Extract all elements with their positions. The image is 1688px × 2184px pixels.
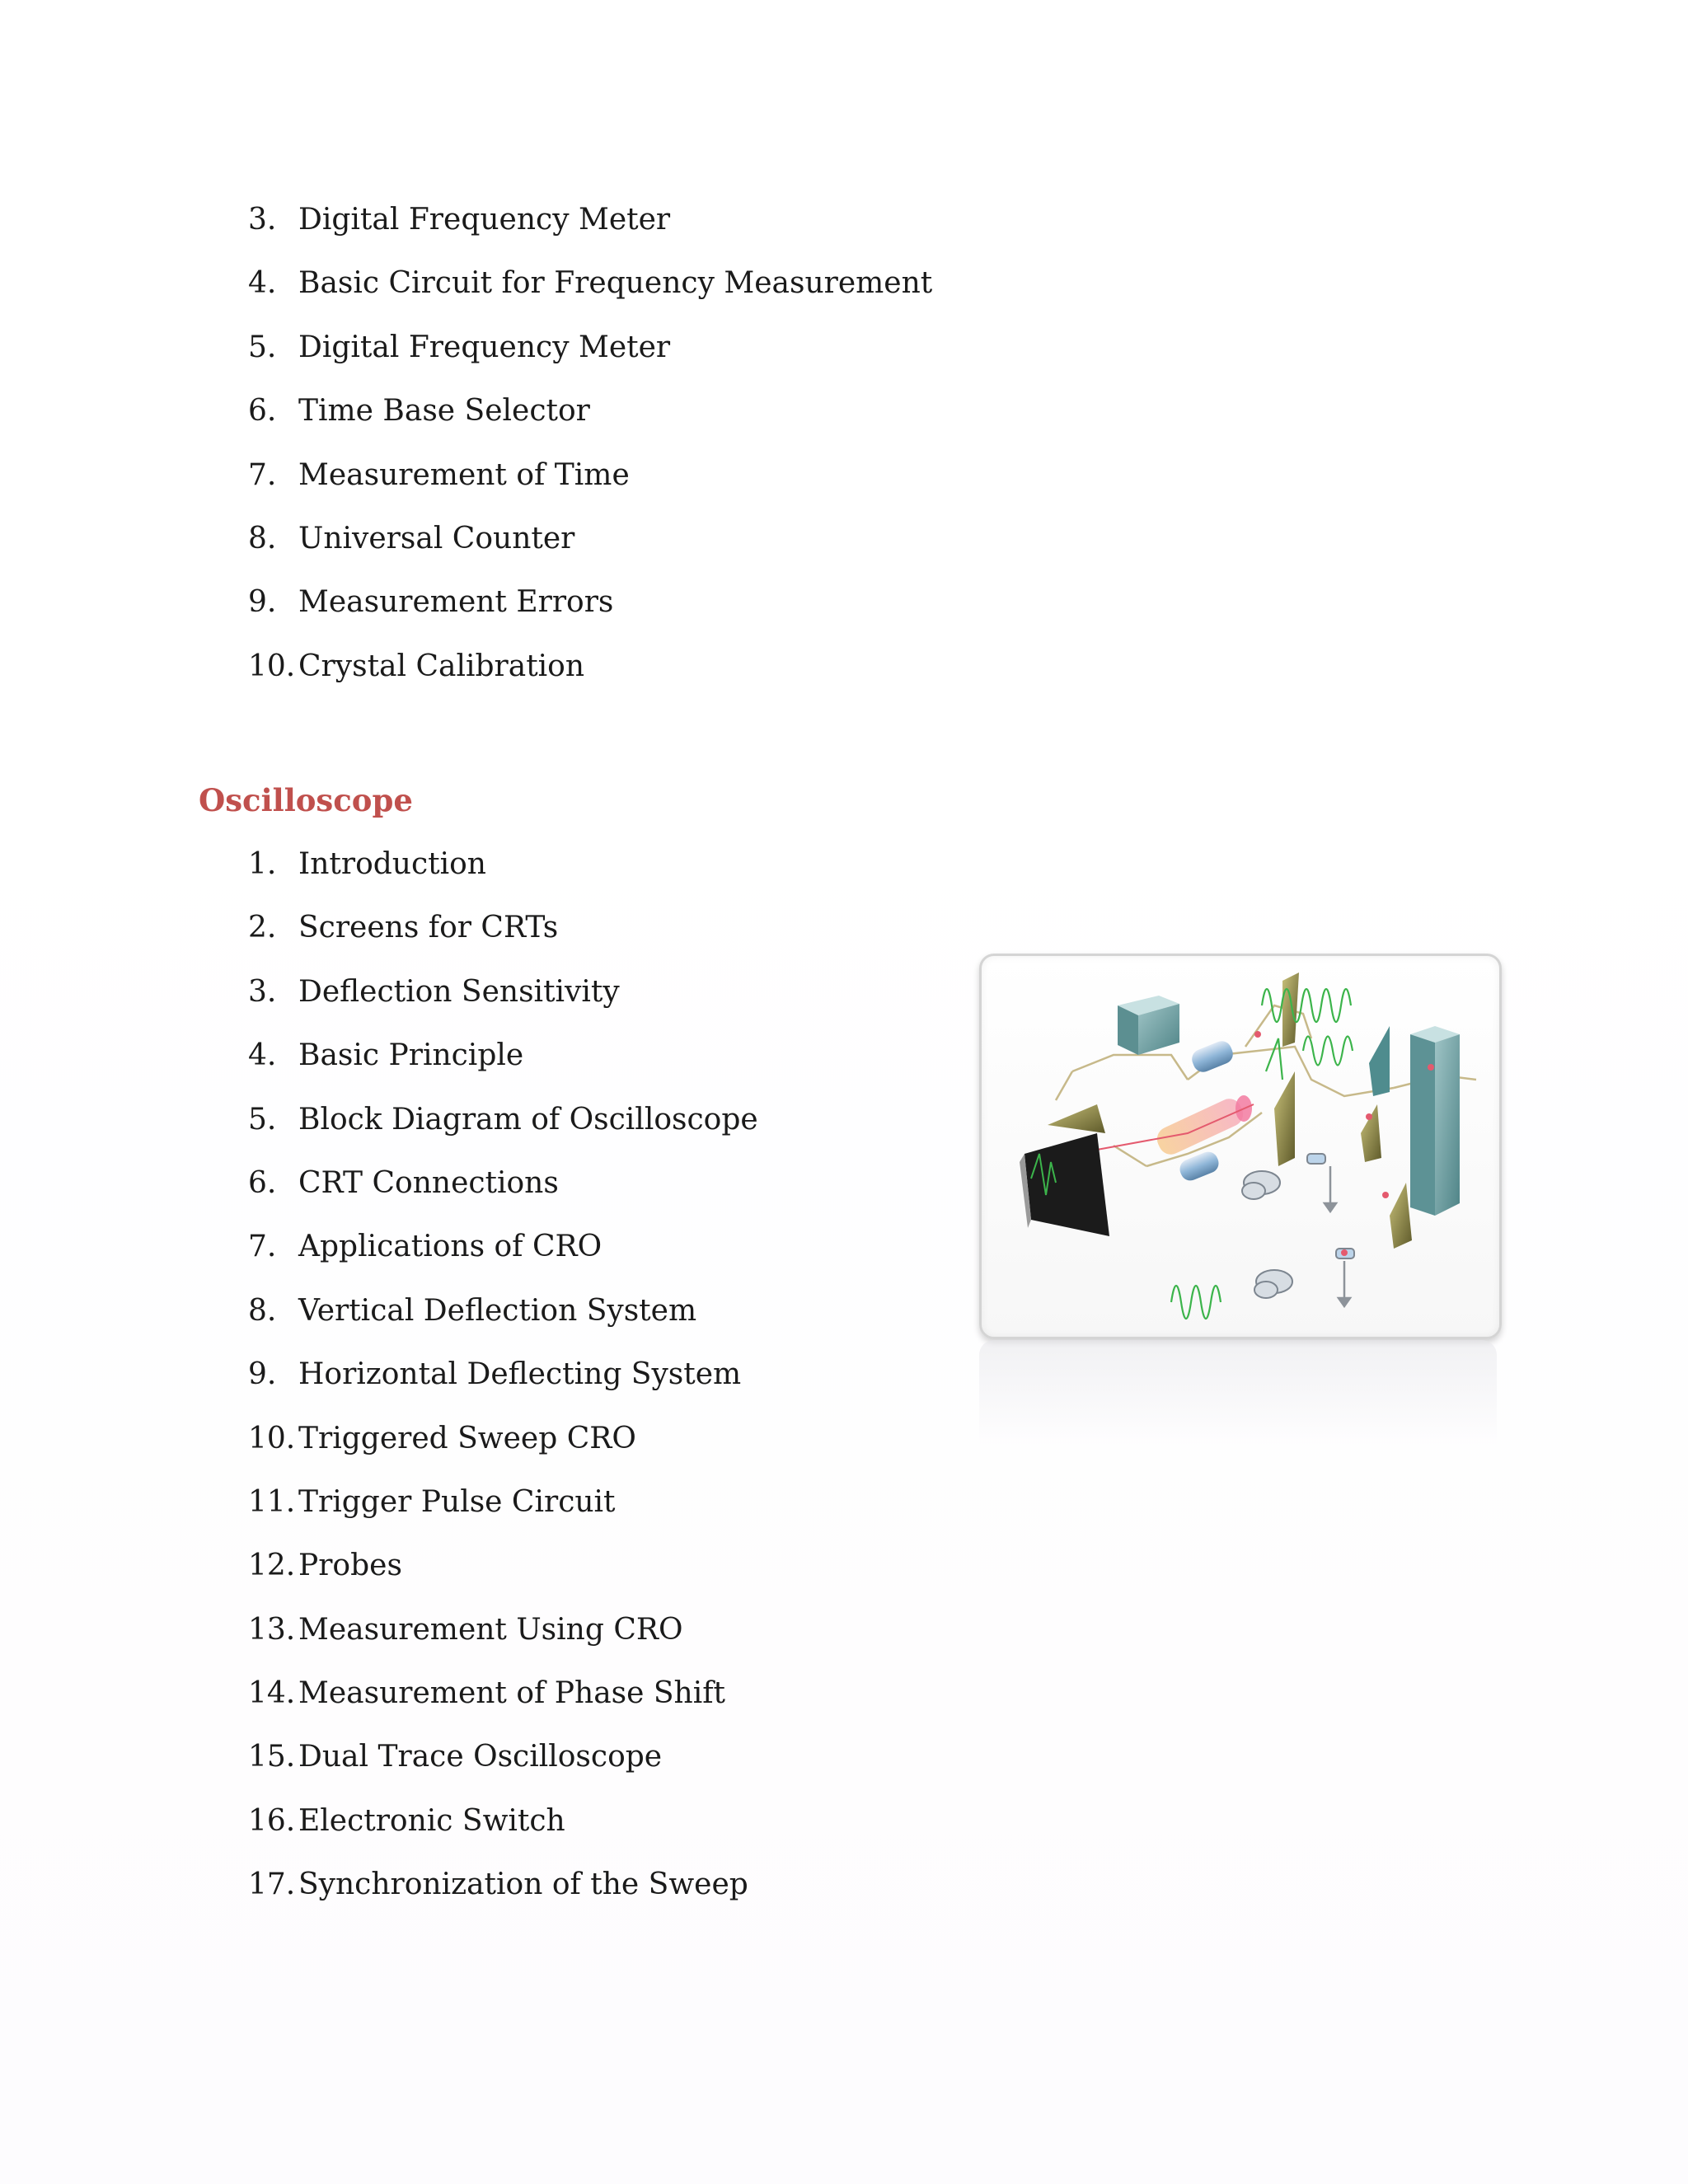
item-number: 7.	[248, 457, 277, 492]
item-text: Measurement of Time	[298, 457, 630, 492]
item-number: 13.	[248, 1612, 296, 1647]
item-text: Digital Frequency Meter	[298, 330, 671, 364]
item-text: Digital Frequency Meter	[298, 203, 671, 237]
item-text: Measurement of Phase Shift	[298, 1676, 726, 1711]
item-text: Probes	[298, 1549, 402, 1583]
item-number: 8.	[248, 521, 277, 555]
item-text: Crystal Calibration	[298, 649, 585, 683]
amplifier-box-icon	[1118, 996, 1179, 1055]
item-number: 6.	[248, 1165, 277, 1200]
item-number: 10.	[248, 1421, 296, 1455]
item-text: Universal Counter	[298, 521, 575, 555]
item-text: Basic Principle	[298, 1038, 524, 1073]
tall-box-icon	[1410, 1026, 1460, 1216]
item-text: Measurement Errors	[298, 585, 614, 620]
item-number: 14.	[248, 1676, 296, 1711]
item-text: Synchronization of the Sweep	[298, 1868, 748, 1902]
item-number: 12.	[248, 1549, 296, 1583]
item-text: Block Diagram of Oscilloscope	[298, 1102, 758, 1137]
item-text: Basic Circuit for Frequency Measurement	[298, 266, 933, 301]
item-number: 3.	[248, 974, 277, 1009]
item-number: 7.	[248, 1230, 277, 1264]
crt-screen-icon	[1020, 1133, 1109, 1236]
item-number: 10.	[248, 649, 296, 683]
crt-diagram-icon	[982, 956, 1499, 1337]
item-text: Dual Trace Oscilloscope	[298, 1740, 663, 1774]
item-number: 15.	[248, 1740, 296, 1774]
item-number: 2.	[248, 911, 277, 945]
item-number: 8.	[248, 1293, 277, 1328]
item-text: Deflection Sensitivity	[298, 974, 620, 1009]
item-number: 4.	[248, 266, 277, 301]
item-text: Screens for CRTs	[298, 911, 559, 945]
item-number: 9.	[248, 585, 277, 620]
item-text: Horizontal Deflecting System	[298, 1357, 742, 1392]
item-text: Applications of CRO	[298, 1230, 603, 1264]
item-text: Vertical Deflection System	[298, 1293, 697, 1328]
illustration-reflection	[979, 1340, 1497, 1455]
item-number: 16.	[248, 1803, 296, 1838]
section-heading-oscilloscope: Oscilloscope	[199, 782, 413, 818]
item-number: 11.	[248, 1484, 296, 1519]
item-number: 17.	[248, 1868, 296, 1902]
item-text: CRT Connections	[298, 1165, 559, 1200]
item-text: Time Base Selector	[298, 394, 590, 429]
item-text: Electronic Switch	[298, 1803, 565, 1838]
item-number: 9.	[248, 1357, 277, 1392]
item-number: 4.	[248, 1038, 277, 1073]
item-number: 5.	[248, 1102, 277, 1137]
item-number: 6.	[248, 394, 277, 429]
item-text: Triggered Sweep CRO	[298, 1421, 636, 1455]
item-number: 1.	[248, 847, 277, 881]
item-number: 5.	[248, 330, 277, 364]
oscilloscope-illustration	[979, 954, 1502, 1339]
item-number: 3.	[248, 203, 277, 237]
item-text: Measurement Using CRO	[298, 1612, 683, 1647]
item-text: Introduction	[298, 847, 486, 881]
item-text: Trigger Pulse Circuit	[298, 1484, 616, 1519]
